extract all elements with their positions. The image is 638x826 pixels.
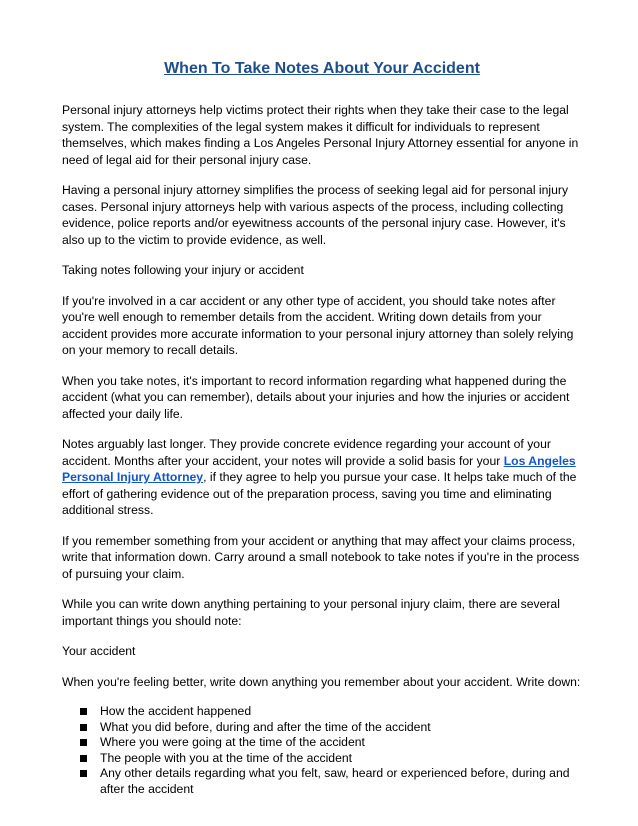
square-bullet-icon	[80, 755, 87, 762]
paragraph-important-things: While you can write down anything pertaining to your personal injury claim, there are several important things you should note:	[62, 597, 560, 628]
bullet-list	[62, 704, 582, 797]
paragraph-remember-something: If you remember something from your accident or anything that may affect your claims process, write that information down. Carry around a small notebook to take notes if you're in the process of pursuing your claim.	[62, 533, 580, 581]
paragraph-attorney-benefits: Having a personal injury attorney simplifies the process of seeking legal aid for personal injury cases. Personal injury attorneys help with various aspects of the process, including collecting evidence, police reports and/or eyewitness accounts of the personal injury case. However, it's also up to the victim to provide evidence, as well.	[62, 183, 569, 247]
list-item-text: Any other details regarding what you felt, saw, heard or experienced before, during and after the accident	[100, 766, 570, 796]
list-item-text: What you did before, during and after the time of the accident	[100, 719, 431, 734]
list-item	[80, 766, 582, 797]
list-item	[80, 704, 582, 720]
paragraph-notes-last-longer	[62, 436, 582, 519]
paragraph-record-information: When you take notes, it's important to record information regarding what happened during the accident (what you can remember), details about your injuries and how the injuries or accident affected your daily life.	[62, 373, 570, 421]
list-item-text: The people with you at the time of the accident	[100, 750, 353, 765]
square-bullet-icon	[80, 708, 87, 715]
square-bullet-icon	[80, 724, 87, 731]
paragraph-intro: Personal injury attorneys help victims protect their rights when they take their case to the legal system. The complexities of the legal system makes it difficult for individuals to represent themselves, which makes finding a Los Angeles Personal Injury Attorney essential for anyone in need of legal aid for their personal injury case.	[62, 103, 579, 167]
square-bullet-icon	[80, 770, 87, 777]
list-item	[80, 751, 582, 767]
list-item-text: Where you were going at the time of the accident	[100, 735, 365, 749]
subheading-taking-notes: Taking notes following your injury or accident	[62, 263, 304, 277]
page-title: When To Take Notes About Your Accident	[164, 60, 480, 77]
attorney-link[interactable]: Los Angeles Personal Injury Attorney	[62, 453, 576, 484]
list-item	[80, 735, 582, 751]
list-item-text: How the accident happened	[100, 704, 252, 718]
list-item	[80, 720, 582, 736]
square-bullet-icon	[80, 739, 87, 746]
paragraph-car-accident: If you're involved in a car accident or any other type of accident, you should take notes after you're well enough to remember details from the accident. Writing down details from your accident provides more accurate information to your personal injury attorney than solely relying on your memory to recall details.	[62, 293, 574, 357]
subheading-your-accident: Your accident	[62, 644, 136, 658]
paragraph-text-after-link: , if they agree to help you pursue your case. It helps take much of the effort of gathering evidence out of the preparation process, saving you time and eliminating additional stress.	[62, 470, 577, 517]
paragraph-text-before-link: Notes arguably last longer. They provide concrete evidence regarding your account of your accident. Months after your accident, your notes will provide a solid basis for your	[62, 437, 551, 468]
paragraph-write-down: When you're feeling better, write down anything you remember about your accident. Write down:	[62, 674, 581, 689]
